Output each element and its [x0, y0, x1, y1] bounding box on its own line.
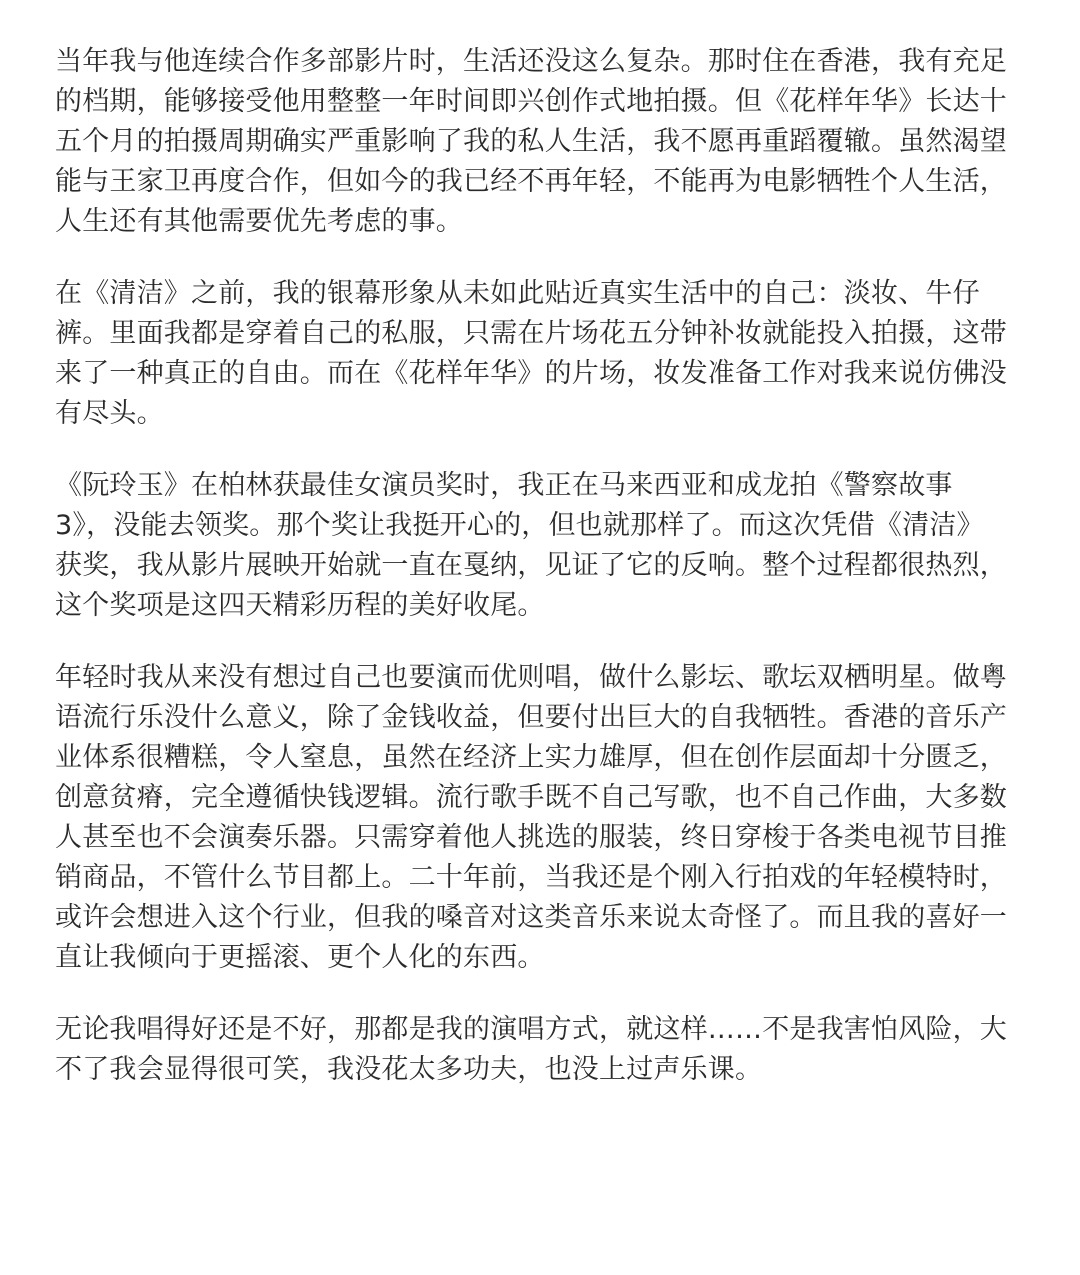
paragraph-2: 在《清洁》之前，我的银幕形象从未如此贴近真实生活中的自己：淡妆、牛仔 裤。里面我都是穿着自己的私服，只需在片场花五分钟补妆就能投入拍摄，这带 来了一种真正的自由。而在《花样年华》的片场，妆发准备工作对我来说仿佛没 有尽头。 [55, 278, 1007, 429]
article-body [55, 42, 1045, 1090]
paragraph-1: 当年我与他连续合作多部影片时，生活还没这么复杂。那时住在香港，我有充足 的档期，能够接受他用整整一年时间即兴创作式地拍摄。但《花样年华》长达十 五个月的拍摄周期确实严重影响了我的私人生活，我不愿再重蹈覆辙。虽然渴望 能与王家卫再度合作，但如今的我已经不再年轻，不能再为电影牺牲个人生活， 人生还有其他需要优先考虑的事。 [55, 46, 1007, 237]
paragraph-5: 无论我唱得好还是不好，那都是我的演唱方式，就这样……不是我害怕风险，大 不了我会显得很可笑，我没花太多功夫，也没上过声乐课。 [55, 1014, 1007, 1085]
paragraph-3: 《阮玲玉》在柏林获最佳女演员奖时，我正在马来西亚和成龙拍《警察故事 3》，没能去领奖。那个奖让我挺开心的，但也就那样了。而这次凭借《清洁》 获奖，我从影片展映开始就一直在戛纳，见证了它的反响。整个过程都很热烈， 这个奖项是这四天精彩历程的美好收尾。 [55, 470, 1007, 621]
paragraph-4: 年轻时我从来没有想过自己也要演而优则唱，做什么影坛、歌坛双栖明星。做粤 语流行乐没什么意义，除了金钱收益，但要付出巨大的自我牺牲。香港的音乐产 业体系很糟糕，令人窒息，虽然在经济上实力雄厚，但在创作层面却十分匮乏， 创意贫瘠，完全遵循快钱逻辑。流行歌手既不自己写歌，也不自己作曲，大多数 人甚至也不会演奏乐器。只需穿着他人挑选的服装，终日穿梭于各类电视节目推 销商品，不管什么节目都上。二十年前，当我还是个刚入行拍戏的年轻模特时， 或许会想进入这个行业，但我的嗓音对这类音乐来说太奇怪了。而且我的喜好一 直让我倾向于更摇滚、更个人化的东西。 [55, 662, 1007, 973]
